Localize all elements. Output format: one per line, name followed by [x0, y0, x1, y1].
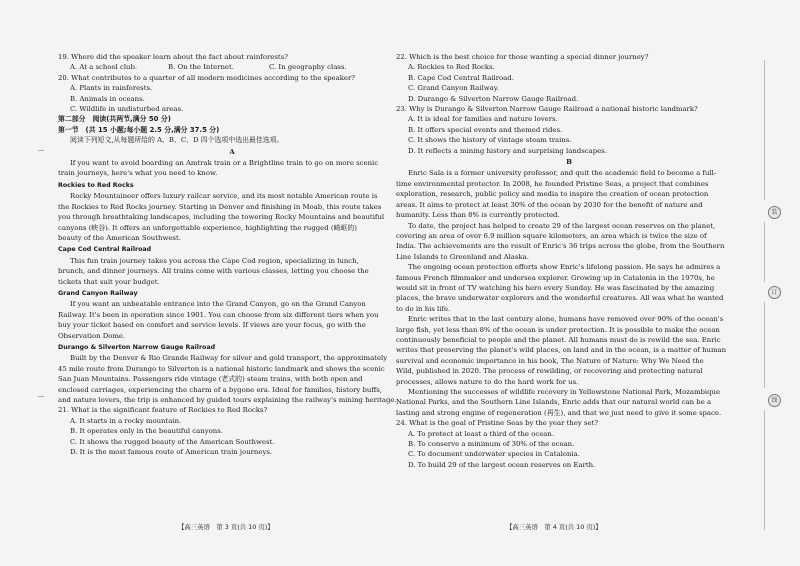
q19-option-a: A. At a school club. — [70, 63, 138, 72]
left-column — [58, 52, 406, 457]
q22-option-d: D. Durango & Silverton Narrow Gauge Railroad. — [408, 94, 579, 103]
p2-line-2: covering an area of over 6.9 million square kilometers, an area which is twice the size of — [396, 231, 707, 240]
q19-stem: 19. Where did the speaker learn about the fact about rainforests? — [58, 53, 288, 61]
right-column — [396, 52, 742, 470]
instructions: 阅读下列短文,从每题所给的 A、B、C、D 四个选项中选出最佳选项。 — [70, 136, 284, 145]
q22-option-a: A. Rockies to Red Rocks. — [408, 63, 495, 72]
durango-line-4: enclosed carriages, experiencing the charm of a bygone era. Ideal for families, history buffs, — [58, 385, 382, 394]
q21-option-d: D. It is the most famous route of American train journeys. — [70, 448, 273, 457]
p3-line-4: places, the brave underwater explorers and the wonderful creatures. All was what he wanted — [396, 294, 724, 303]
canyon-line-1: If you want an unbeatable entrance into the Grand Canyon, go on the Grand Canyon — [70, 300, 366, 309]
canyon-line-3: buy your ticket based on comfort and service levels. If views are your focus, go with the — [58, 321, 366, 330]
q23-option-a: A. It is ideal for families and nature lovers. — [408, 115, 558, 124]
binding-rule-mid — [764, 222, 765, 282]
q24-option-a: A. To protect at least a third of the ocean. — [408, 429, 555, 438]
q24-option-b: B. To conserve a minimum of 30% of the ocean. — [408, 440, 575, 449]
q19-option-c: C. In geography class. — [269, 63, 347, 72]
rockies-heading: Rockies to Red Rocks — [58, 181, 134, 189]
q20-option-c: C. Wildlife in undisturbed areas. — [70, 105, 184, 114]
q24-option-c: C. To document underwater species in Catalonia. — [408, 450, 580, 459]
p5-line-1: Mentioning the successes of wildlife recovery in Yellowstone National Park, Mozambique — [408, 388, 721, 396]
p1-line-5: humanity. Less than 8% is currently protected. — [396, 211, 560, 220]
passage-a-label: A — [229, 147, 235, 156]
capecod-line-2: brunch, and dinner journeys. All trains come with various classes, letting you choose the — [58, 267, 369, 276]
p2-line-4: Line Islands to Greenland and Alaska. — [396, 252, 529, 261]
q20-stem: 20. What contributes to a quarter of all modern medicines according to the speaker? — [58, 73, 355, 82]
p4-line-5: survival and economic importance in his book, The Nature of Nature: Why We Need the — [396, 356, 704, 365]
q21-stem: 21. What is the significant feature of Rockies to Red Rocks? — [58, 406, 268, 415]
left-margin-dash — [38, 396, 44, 397]
rockies-line-5: beauty of the American Southwest. — [58, 233, 181, 242]
margin-mark-ding: 订 — [768, 286, 781, 299]
p5-line-2: National Parks, and the Southern Line Islands, Enric adds that our natural world can be a — [396, 398, 712, 407]
canyon-line-2: Railway. It's been in operation since 1901. You can choose from six different tiers when you — [58, 310, 379, 319]
capecod-line-1: This fun train journey takes you across the Cape Cod region, specializing in lunch, — [70, 256, 359, 265]
p5-line-3: lasting and strong engine of regeneration (再生), and that we just need to give it some space. — [396, 408, 722, 417]
p4-line-2: large fish, yet less than 8% of the ocean is under protection. It is possible to make the ocean — [396, 325, 720, 334]
q23-option-c: C. It shows the history of vintage steam trains. — [408, 136, 572, 145]
durango-line-5: and nature lovers, the trip is enhanced by guided tours explaining the railway's mining heritage. — [58, 396, 397, 404]
capecod-heading: Cape Cod Central Railroad — [58, 246, 152, 254]
rockies-line-1: Rocky Mountaineer offers luxury railcar service, and its most notable American route is — [70, 192, 378, 201]
q22-option-c: C. Grand Canyon Railway. — [408, 84, 499, 93]
intro-line-1: If you want to avoid boarding an Amtrak train or a Brightline train to go on more scenic — [70, 159, 379, 168]
q22-stem: 22. Which is the best choice for those wanting a special dinner journey? — [396, 53, 649, 61]
margin-mark-xian: 线 — [768, 394, 781, 407]
p3-line-1: The ongoing ocean protection efforts show Enric's lifelong passion. He says he admires a — [408, 263, 721, 272]
q21-option-a: A. It starts in a rocky mountain. — [70, 416, 182, 425]
left-margin-dash — [38, 150, 44, 151]
p3-line-5: to do in his life. — [396, 304, 451, 313]
canyon-line-4: Observation Dome. — [58, 331, 126, 340]
durango-line-1: Built by the Denver & Rio Grande Railway for silver and gold transport, the approximately — [70, 354, 388, 363]
binding-rule-bottom — [764, 410, 765, 530]
intro-line-2: train journeys, here's what you need to know. — [58, 169, 218, 178]
footer-page-3: 【高三英语 第 3 页(共 10 页)】 — [178, 523, 274, 531]
p2-line-3: India. The achievements are the result of Enric's 36 trips across the globe, from the Southern — [396, 242, 725, 251]
p4-line-3: continuously beneficial to people and the planet. All humans must do is rewild the sea. Enric — [396, 335, 721, 344]
p1-line-1: Enric Sala is a former university professor, and quit the academic field to become a full- — [408, 169, 717, 178]
q23-stem: 23. Why is Durango & Silverton Narrow Gauge Railroad a national historic landmark? — [396, 105, 698, 114]
margin-mark-zhuang: 装 — [768, 206, 781, 219]
q19-option-b: B. On the Internet. — [168, 63, 234, 72]
part2-title: 第二部分 阅读(共两节,满分 50 分) — [58, 115, 171, 124]
p4-line-6: Wild, published in 2020. The process of rewilding, or recovering and protecting natural — [396, 367, 703, 376]
binding-rule-top — [764, 60, 765, 200]
p1-line-2: time environmental protector. In 2008, he founded Pristine Seas, a project that combines — [396, 179, 709, 188]
q23-option-d: D. It reflects a mining history and surprising landscapes. — [408, 146, 607, 155]
durango-line-3: San Juan Mountains. Passengers ride vintage (老式的) steam trains, with both open and — [58, 375, 363, 384]
p2-line-1: To date, the project has helped to create 29 of the largest ocean reserves on the planet, — [408, 221, 716, 230]
p3-line-2: famous French filmmaker and undersea explorer. Growing up in Catalonia in the 1970s, he — [396, 273, 715, 282]
section1-title: 第一节 (共 15 小题;每小题 2.5 分,满分 37.5 分) — [58, 125, 220, 134]
canyon-heading: Grand Canyon Railway — [58, 289, 138, 297]
p1-line-4: areas. It aims to protect at least 30% of the ocean by 2030 for the benefit of nature and — [396, 200, 703, 209]
q23-option-b: B. It offers special events and themed rides. — [408, 125, 563, 134]
p4-line-1: Enric writes that in the last century alone, humans have removed over 90% of the ocean's — [408, 315, 724, 324]
rockies-line-2: the Rockies to Red Rocks journey. Starting in Denver and finishing in Moab, this route takes — [58, 202, 382, 211]
q22-option-b: B. Cape Cod Central Railroad. — [408, 73, 514, 82]
q19-options — [58, 62, 406, 72]
q24-option-d: D. To build 29 of the largest ocean reserves on Earth. — [408, 460, 596, 469]
q21-option-b: B. It operates only in the beautiful canyons. — [70, 427, 223, 436]
rockies-line-4: canyons (峡谷). It offers an unforgettable experience, highlighting the rugged (崎岖的) — [58, 223, 357, 232]
q20-option-a: A. Plants in rainforests. — [70, 84, 153, 93]
q20-option-b: B. Animals in oceans. — [70, 94, 145, 103]
durango-heading: Durango & Silverton Narrow Gauge Railroad — [58, 343, 216, 351]
p4-line-4: writes that preserving the planet's wild places, on land and in the ocean, is a matter of human — [396, 346, 727, 355]
capecod-line-3: tickets that suit your budget. — [58, 277, 160, 286]
p3-line-3: would sit in front of TV watching his hero every Sunday. He was fascinated by the amazing — [396, 283, 715, 292]
q24-stem: 24. What is the goal of Pristine Seas by the year they set? — [396, 419, 599, 428]
footer-page-4: 【高三英语 第 4 页(共 10 页)】 — [506, 523, 602, 531]
p4-line-7: processes, allows nature to do the hard work for us. — [396, 377, 579, 386]
q21-option-c: C. It shows the rugged beauty of the American Southwest. — [70, 437, 275, 446]
passage-b-label: B — [566, 158, 572, 167]
durango-line-2: 45 mile route from Durango to Silverton is a national historic landmark and shows the scenic — [58, 364, 385, 373]
rockies-line-3: you through breathtaking landscapes, including the towering Rocky Mountains and beautiful — [58, 213, 385, 222]
binding-rule-lower — [764, 302, 765, 388]
p1-line-3: exploration, research, public policy and media to inspire the creation of ocean protection — [396, 190, 709, 199]
